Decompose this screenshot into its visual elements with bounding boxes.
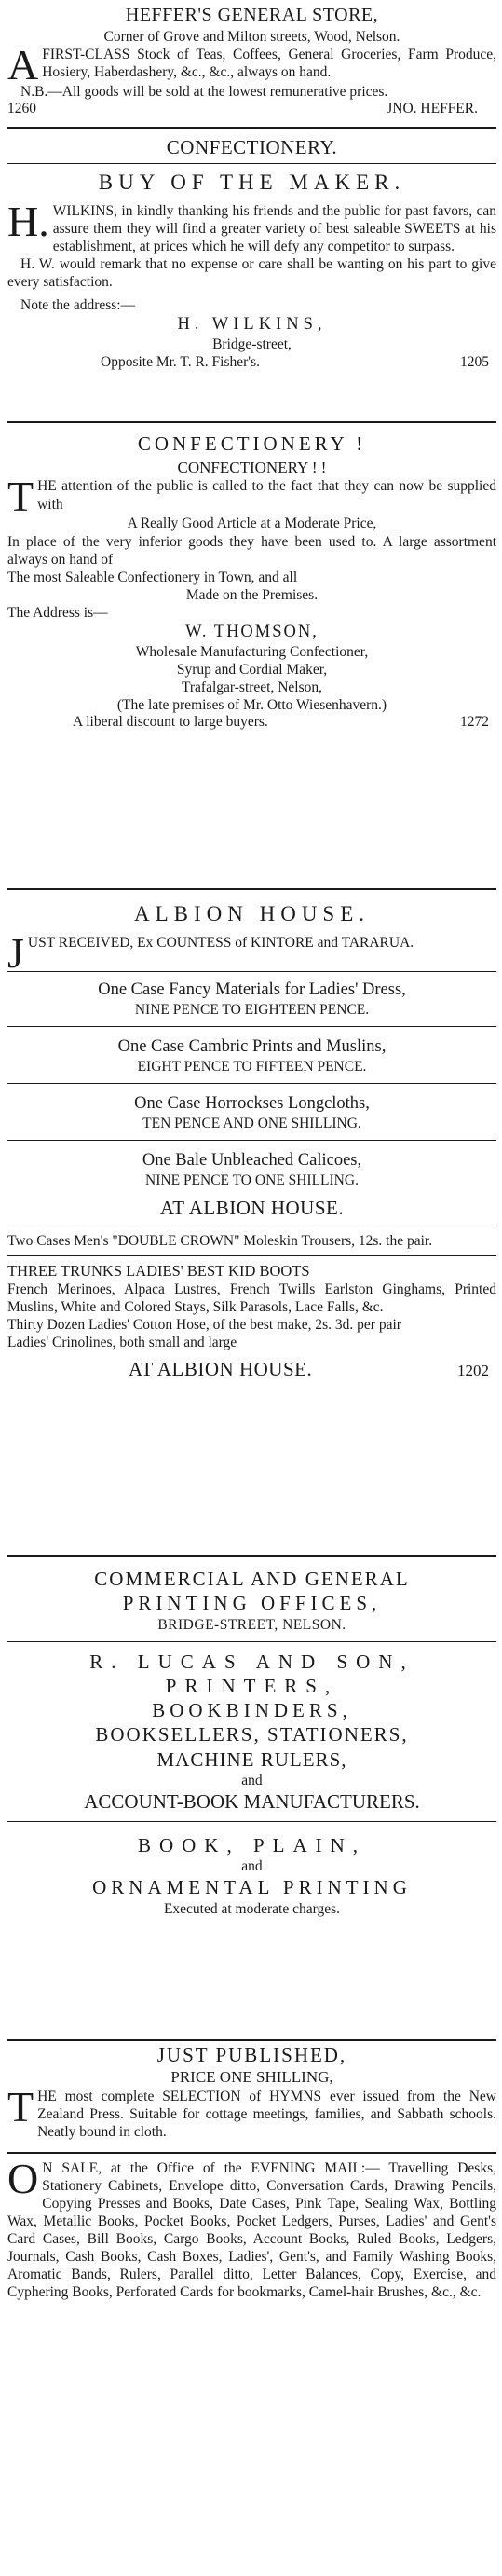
- thomson-line1-block: [7, 473, 496, 521]
- sale-dropcap: O: [7, 2155, 39, 2202]
- albion-divider-2: [7, 1026, 496, 1027]
- heffer-body-block: [7, 41, 496, 89]
- albion-item2-price: EIGHT PENCE TO FIFTEEN PENCE.: [137, 1059, 367, 1076]
- lucas-firm: R. LUCAS AND SON,: [89, 1650, 414, 1673]
- heffer-title: HEFFER'S GENERAL STORE,: [125, 5, 379, 25]
- albion-divider-4: [7, 1140, 496, 1141]
- albion-item4-desc: One Bale Unbleached Calicoes,: [142, 1151, 362, 1171]
- albion-goods: French Merinoes, Alpaca Lustres, French Twills Earlston Ginghams, Printed Muslins, White and Colored Stays, Silk Parasols, Lace Falls, &c.: [7, 1281, 496, 1316]
- wilkins-note-label: Note the address:—: [20, 297, 136, 314]
- lucas-account-book: ACCOUNT-BOOK MANUFACTURERS.: [84, 1789, 420, 1813]
- thomson-line1: HE attention of the public is called to the fact that they can now be supplied with: [37, 478, 496, 513]
- lucas-and-1: and: [241, 1772, 263, 1788]
- wilkins-footer: [7, 354, 496, 371]
- albion-dropcap: J: [7, 928, 24, 977]
- lucas-machine-rulers: MACHINE RULERS,: [156, 1747, 347, 1771]
- hymns-title: JUST PUBLISHED,: [156, 2044, 347, 2066]
- heffer-body: FIRST-CLASS Stock of Teas, Coffees, General Groceries, Farm Produce, Hosiery, Haberdashery, &c., &c., always on hand.: [42, 47, 496, 81]
- hymns-body-block: [7, 2082, 496, 2141]
- albion-crinolines: Ladies' Crinolines, both small and large: [7, 1335, 237, 1351]
- hymns-price: PRICE ONE SHILLING,: [170, 2068, 333, 2087]
- thomson-trade1: Wholesale Manufacturing Confectioner,: [135, 643, 369, 660]
- albion-footer: [7, 1357, 496, 1381]
- wilkins-dropcap: H.: [7, 197, 49, 245]
- wilkins-title: CONFECTIONERY.: [166, 136, 338, 158]
- wilkins-advert: [7, 129, 496, 423]
- albion-at-albion-1: AT ALBION HOUSE.: [159, 1196, 345, 1219]
- wilkins-body: WILKINS, in kindly thanking his friends and the public for past favors, can assure them they will find a greater variety of best saleable SWEETS at his establishment, at prices which he will defy any competitor to surpass.: [52, 202, 496, 255]
- thomson-dropcap: T: [7, 473, 34, 521]
- lucas-booksellers: BOOKSELLERS, STATIONERS,: [95, 1723, 409, 1747]
- sale-advert: [7, 2154, 496, 2432]
- sale-body-block: [7, 2155, 496, 2302]
- thomson-discount: A liberal discount to large buyers.: [73, 714, 268, 731]
- lucas-rates: Executed at moderate charges.: [163, 1900, 341, 1917]
- thomson-number: 1272: [460, 714, 489, 731]
- heffer-advert: [7, 0, 496, 129]
- heffer-signature: JNO. HEFFER.: [387, 101, 478, 117]
- lucas-title-1: COMMERCIAL AND GENERAL: [94, 1568, 410, 1590]
- albion-divider-3: [7, 1083, 496, 1084]
- lucas-title-2: PRINTING OFFICES,: [122, 1592, 382, 1615]
- lucas-ornamental: ORNAMENTAL PRINTING: [92, 1876, 412, 1899]
- thomson-premises: (The late premises of Mr. Otto Wiesenhavern.): [116, 697, 387, 714]
- heffer-number: 1260: [7, 101, 36, 117]
- thomson-address-label: The Address is—: [7, 604, 108, 621]
- thomson-line2: A Really Good Article at a Moderate Price,: [127, 515, 377, 532]
- lucas-divider-1: [7, 1641, 496, 1642]
- albion-divider-1: [7, 971, 496, 972]
- albion-at-albion-2: AT ALBION HOUSE.: [129, 1358, 313, 1381]
- lucas-printers: PRINTERS,: [165, 1674, 339, 1697]
- sale-body: N SALE, at the Office of the EVENING MAIL:— Travelling Desks, Stationery Cabinets, Envelope ditto, Conversation Cards, Drawing Pencils, Copying Presses and Books, Date Cases, Pink Tape, Sealing Wax, Bottling Wax, Metallic Books, Pocket Books, Pocket Ledgers, Purses, Ladies' and Gent's Card Cases, Bill Books, Cargo Books, Account Books, Ruled Books, Ledgers, Journals, Cash Books, Cash Boxes, Ladies', Gent's, and Family Washing Books, Aromatic Bands, Rulers, Parallel ditto, Letter Balances, Copy, Exercise, and Cyphering Books, Perforated Cards for bookmarks, Camel-hair Brushes, &c., &c.: [7, 2160, 496, 2301]
- albion-item4-price: NINE PENCE TO ONE SHILLING.: [145, 1172, 359, 1189]
- albion-item3-price: TEN PENCE AND ONE SHILLING.: [142, 1116, 361, 1132]
- thomson-line4: The most Saleable Confectionery in Town, and all: [7, 569, 298, 585]
- albion-number: 1202: [457, 1362, 489, 1380]
- thomson-line3: In place of the very inferior goods they have been used to. A large assortment always on hand of: [7, 533, 496, 568]
- wilkins-opposite: Opposite Mr. T. R. Fisher's.: [101, 353, 261, 370]
- wilkins-remark: H. W. would remark that no expense or care shall be wanting on his part to give every satisfaction.: [7, 256, 496, 291]
- heffer-dropcap: A: [7, 41, 39, 89]
- hymns-advert: [7, 2041, 496, 2154]
- wilkins-street: Bridge-street,: [212, 336, 292, 353]
- lucas-bookbinders: BOOKBINDERS,: [152, 1699, 352, 1722]
- lucas-street: BRIDGE-STREET, NELSON.: [157, 1616, 346, 1633]
- wilkins-body-block: [7, 197, 496, 255]
- thomson-line5: Made on the Premises.: [185, 586, 319, 603]
- albion-title: ALBION HOUSE.: [133, 902, 371, 925]
- lucas-divider-2: [7, 1821, 496, 1822]
- wilkins-number: 1205: [460, 353, 489, 370]
- wilkins-divider: [7, 163, 496, 164]
- thomson-subtitle: CONFECTIONERY ! !: [177, 459, 327, 477]
- albion-advert: [7, 890, 496, 1557]
- heffer-address: Corner of Grove and Milton streets, Wood, Nelson.: [103, 29, 400, 45]
- heffer-note: N.B.—All goods will be sold at the lowest remunerative prices.: [20, 84, 388, 101]
- albion-divider-6: [7, 1255, 496, 1256]
- albion-item1-desc: One Case Fancy Materials for Ladies' Dress,: [98, 980, 406, 999]
- albion-moleskin: Two Cases Men's "DOUBLE CROWN" Moleskin Trousers, 12s. the pair.: [7, 1232, 433, 1249]
- albion-hose: Thirty Dozen Ladies' Cotton Hose, of the best make, 2s. 3d. per pair: [7, 1317, 401, 1334]
- lucas-advert: [7, 1557, 496, 2041]
- thomson-name: W. THOMSON,: [185, 622, 319, 641]
- hymns-body: HE most complete SELECTION of HYMNS ever issued from the New Zealand Press. Suitable for cottage meetings, families, and Sabbath schools. Neatly bound in cloth.: [37, 2088, 496, 2140]
- lucas-and-2: and: [241, 1858, 263, 1875]
- albion-intro-block: [7, 928, 496, 977]
- albion-item3-desc: One Case Horrockses Longcloths,: [134, 1094, 370, 1114]
- hymns-dropcap: T: [7, 2082, 34, 2131]
- wilkins-name: H. WILKINS,: [177, 315, 327, 335]
- thomson-advert: [7, 423, 496, 890]
- albion-trunks: THREE TRUNKS LADIES' BEST KID BOOTS: [7, 1261, 310, 1280]
- thomson-street: Trafalgar-street, Nelson,: [181, 679, 323, 696]
- heffer-footer: [7, 101, 496, 117]
- wilkins-subtitle: BUY OF THE MAKER.: [98, 171, 406, 195]
- thomson-footer: [7, 714, 496, 731]
- albion-item2-desc: One Case Cambric Prints and Muslins,: [117, 1036, 387, 1056]
- thomson-title: CONFECTIONERY !: [137, 432, 367, 455]
- lucas-book-plain: BOOK, PLAIN,: [137, 1834, 367, 1857]
- thomson-trade2: Syrup and Cordial Maker,: [176, 662, 328, 678]
- albion-item1-price: NINE PENCE TO EIGHTEEN PENCE.: [134, 1001, 370, 1018]
- albion-intro: UST RECEIVED, Ex COUNTESS of KINTORE and TARARUA.: [27, 934, 414, 951]
